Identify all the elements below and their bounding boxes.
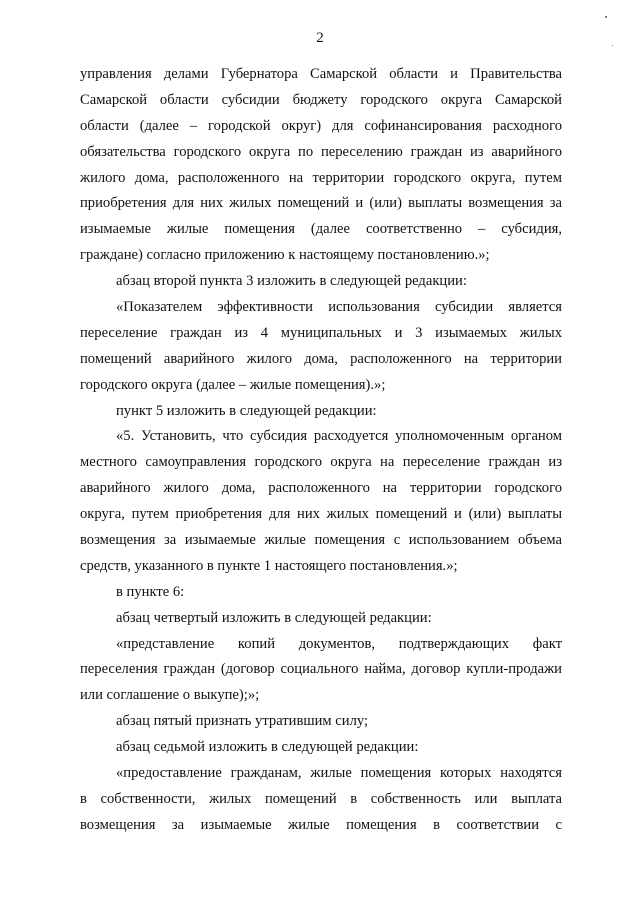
- text-line: помещений аварийного жилого дома, расположенного на территории: [80, 350, 562, 367]
- text-line: переселения граждан (договор социального найма, договор купли-продажи: [80, 661, 562, 678]
- text-line: обязательства городского округа по переселению граждан из аварийного: [80, 143, 562, 160]
- scan-speck: [612, 45, 613, 46]
- text-line: аварийного жилого дома, расположенного на территории городского: [80, 480, 562, 497]
- text-line: изымаемые жилые помещения (далее соответственно – субсидия,: [80, 221, 562, 238]
- text-line: городского округа (далее – жилые помещения).»;: [80, 376, 386, 393]
- page-number: 2: [316, 30, 324, 46]
- scan-speck: [605, 16, 607, 18]
- text-line: возмещения за изымаемые жилые помещения в соответствии с: [80, 816, 562, 833]
- text-line: граждане) согласно приложению к настоящему постановлению.»;: [80, 247, 490, 264]
- text-line: управления делами Губернатора Самарской области и Правительства: [80, 66, 562, 82]
- text-line: «предоставление гражданам, жилые помещения которых находятся: [116, 765, 562, 782]
- text-line: «представление копий документов, подтверждающих факт: [116, 635, 562, 652]
- text-line: жилого дома, расположенного на территории городского округа, путем: [80, 169, 562, 186]
- text-line: переселение граждан из 4 муниципальных и 3 изымаемых жилых: [80, 324, 562, 341]
- text-line: в пункте 6:: [116, 583, 185, 600]
- text-line: средств, указанного в пункте 1 настоящего постановления.»;: [80, 557, 458, 574]
- text-line: Самарской области субсидии бюджету городского округа Самарской: [80, 91, 562, 108]
- document-body: [80, 62, 562, 839]
- text-line: абзац второй пункта 3 изложить в следующей редакции:: [116, 273, 467, 290]
- text-line: абзац пятый признать утратившим силу;: [116, 713, 369, 730]
- text-line: «5. Установить, что субсидия расходуется уполномоченным органом: [116, 428, 562, 445]
- text-line: абзац седьмой изложить в следующей редакции:: [116, 739, 419, 756]
- text-line: абзац четвертый изложить в следующей редакции:: [116, 609, 432, 626]
- text-line: округа, путем приобретения для них жилых помещений и (или) выплаты: [80, 506, 562, 523]
- text-line: приобретения для них жилых помещений и (или) выплаты возмещения за: [80, 195, 562, 212]
- text-line: возмещения за изымаемые жилые помещения с использованием объема: [80, 532, 562, 549]
- text-line: местного самоуправления городского округа на переселение граждан из: [80, 454, 562, 471]
- text-line: пункт 5 изложить в следующей редакции:: [116, 402, 377, 419]
- text-line: области (далее – городской округ) для софинансирования расходного: [80, 117, 562, 134]
- text-line: в собственности, жилых помещений в собственность или выплата: [80, 790, 562, 807]
- text-line: «Показателем эффективности использования субсидии является: [116, 299, 562, 316]
- text-line: или соглашение о выкупе);»;: [80, 687, 260, 704]
